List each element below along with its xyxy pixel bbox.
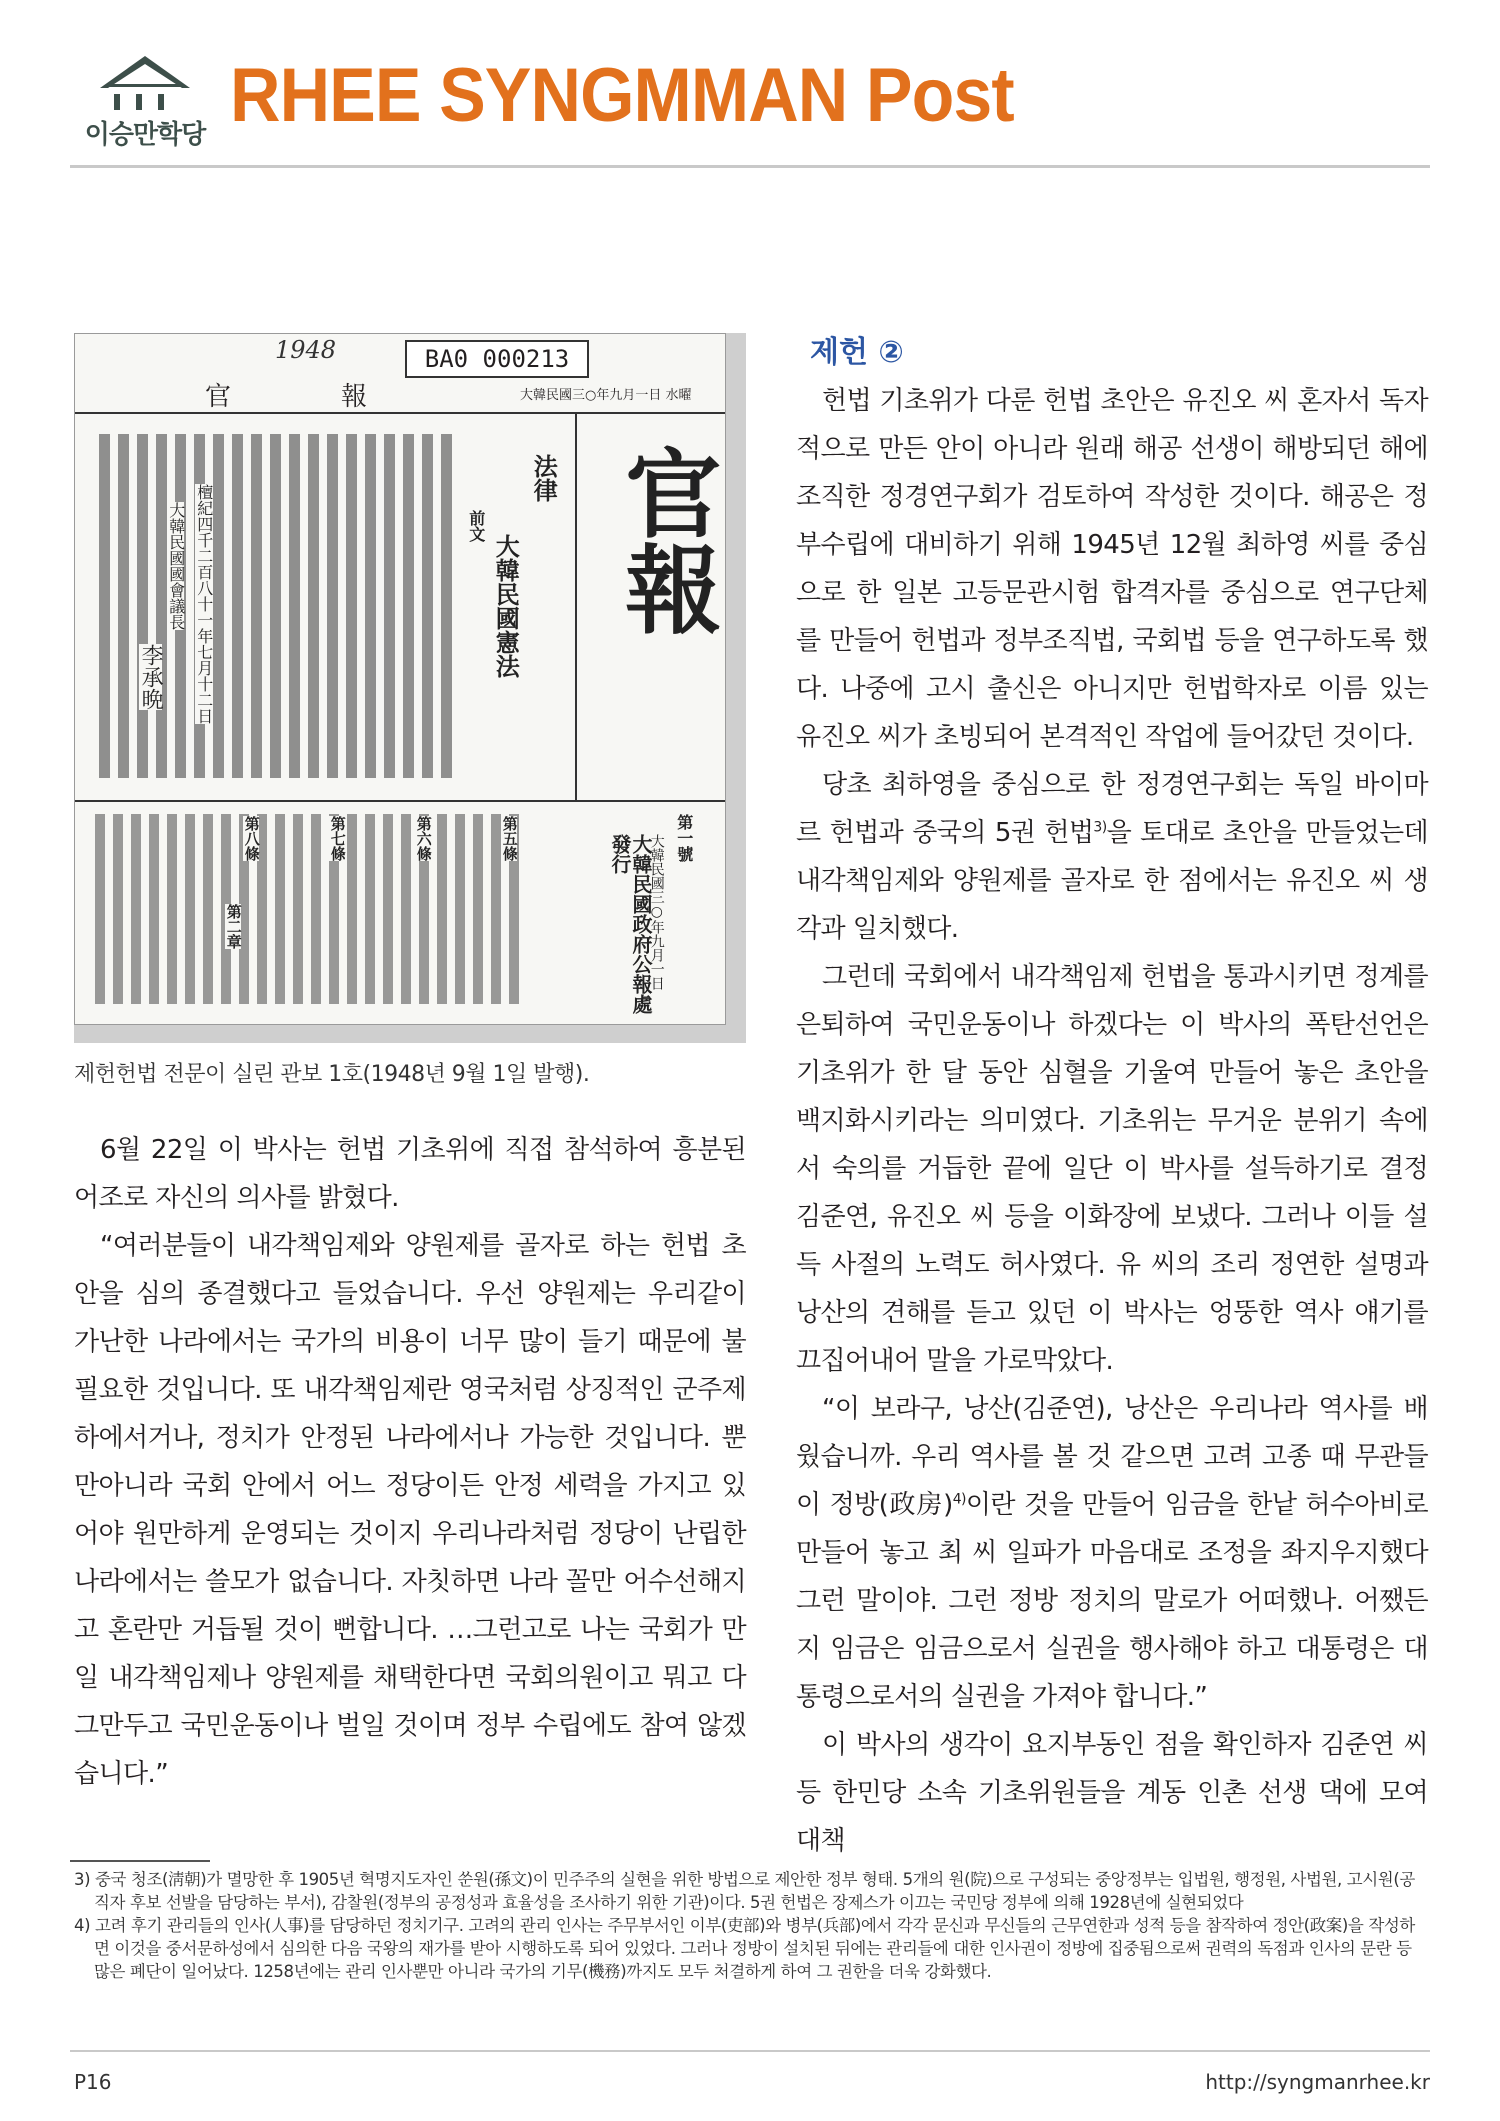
- paragraph: “이 보라구, 낭산(김준연), 낭산은 우리나라 역사를 배웠습니까. 우리 역사를 볼 것 같으면 고려 고종 때 무관들이 정방(政房)$^{4)}$이란 것을 만들어 임금을 한낱 허수아비로 만들어 놓고 최 씨 일파가 마음대로 조정을 좌지우지했다 그런 말이야. 그런 정방 정치의 말로가 어떠했나. 어쨌든지 임금은 임금으로서 실권을 행사해야 하고 대통령은 대통령으로서의 실권을 가져야 합니다.”: [796, 1394, 1428, 1712]
- publication-title: RHEE SYNGMMAN Post: [230, 53, 1014, 138]
- paragraph: 당초 최하영을 중심으로 한 정경연구회는 독일 바이마르 헌법과 중국의 5권 헌법$^{3)}$을 토대로 초안을 만들었는데 내각책임제와 양원제를 골자로 한 점에서는 유진오 씨 생각과 일치했다.: [796, 770, 1428, 944]
- paragraph: 그런데 국회에서 내각책임제 헌법을 통과시키면 정계를 은퇴하여 국민운동이나 하겠다는 이 박사의 폭탄선언은 기초위가 한 달 동안 심혈을 기울여 만들어 놓은 초안을 백지화시키라는 의미였다. 기초위는 무거운 분위기 속에서 숙의를 거듭한 끝에 일단 이 박사를 설득하기로 결정 김준연, 유진오 씨 등을 이화장에 보냈다. 그러나 이들 설득 사절의 노력도 허사였다. 유 씨의 조리 정연한 설명과 낭산의 견해를 듣고 있던 이 박사는 엉뚱한 역사 얘기를 끄집어내어 말을 가로막았다.: [796, 962, 1428, 1376]
- handwritten-note: 1948: [275, 336, 337, 364]
- header-divider: [70, 165, 1430, 168]
- footnote: 4) 고려 후기 관리들의 인사(人事)를 담당하던 정치기구. 고려의 관리 인사는 주무부서인 이부(吏部)와 병부(兵部)에서 각각 문신과 무신들의 근무연한과 성적 등을 참작하여 정안(政案)을 작성하면 이것을 중서문하성에서 심의한 다음 국왕의 재가를 받아 시행하도록 되어 있었다. 그러나 정방이 설치된 뒤에는 관리들에 대한 인사권이 정방에 집중됨으로써 권력의 독점과 인사의 문란 등 많은 폐단이 일어났다. 1258년에는 관리 인사뿐만 아니라 국가의 기무(機務)까지도 모두 처결하게 하여 그 권한을 더욱 강화했다.: [74, 1916, 1415, 1981]
- footer-divider: [70, 2050, 1430, 2052]
- paragraph: 6월 22일 이 박사는 헌법 기초위에 직접 참석하여 흥분된 어조로 자신의 의사를 밝혔다.: [74, 1135, 746, 1213]
- left-column: [74, 333, 746, 1798]
- footnote-divider: [70, 1860, 210, 1862]
- signature-date: 檀紀四千二百八十一年七月十二日: [194, 484, 214, 724]
- section-title: 제헌 ②: [810, 335, 904, 370]
- signature-title: 大韓民國國會議長: [166, 502, 186, 630]
- article-label: 第五條: [500, 816, 519, 861]
- footnote: 3) 중국 청조(淸朝)가 멸망한 후 1905년 혁명지도자인 쑨원(孫文)이 민주주의 실현을 위한 방법으로 제안한 정부 형태. 5개의 원(院)으로 구성되는 중앙정부는 입법원, 행정원, 사법원, 고시원(공직자 후보 선발을 담당하는 부서), 감찰원(정부의 공정성과 효율성을 조사하기 위한 기관)이다. 5권 헌법은 장제스가 이끄는 국민당 정부에 의해 1928년에 실현되었다: [74, 1870, 1415, 1912]
- brand-text: 이승만학당: [84, 120, 206, 150]
- article-label: 第七條: [328, 816, 347, 861]
- signature-name: 李承晩: [138, 644, 164, 710]
- law-category: 法律: [529, 454, 559, 502]
- page-header: [70, 48, 1430, 158]
- preamble-text-block: [99, 434, 459, 778]
- masthead: 官報: [609, 444, 723, 636]
- issue-date: 大韓民國三○年九月一日: [648, 834, 665, 990]
- issue-label: 第一號: [674, 814, 694, 862]
- chapter-label: 第二章: [224, 904, 243, 949]
- footnotes: [74, 1868, 1430, 1983]
- articles-text-block: [95, 814, 525, 1004]
- publisher: 大韓民國政府公報處 發行: [608, 834, 653, 1014]
- newspaper-figure: [74, 333, 746, 1043]
- newspaper-image: [74, 333, 726, 1025]
- house-logo-icon: [70, 48, 220, 114]
- footnote-ref: 4): [952, 1491, 966, 1508]
- right-column: [796, 333, 1428, 1865]
- logo: [70, 48, 220, 158]
- page-number: P16: [74, 2070, 112, 2094]
- archive-stamp: BA0 000213: [405, 340, 589, 378]
- law-title: 大韓民國憲法: [491, 534, 521, 678]
- figure-caption: 제헌헌법 전문이 실린 관보 1호(1948년 9월 1일 발행).: [74, 1062, 590, 1087]
- left-body: [74, 1126, 746, 1798]
- dateline: 大韓民國三○年九月一日 水曜: [520, 388, 692, 403]
- article-label: 第六條: [414, 816, 433, 861]
- paragraph: 헌법 기초위가 다룬 헌법 초안은 유진오 씨 혼자서 독자적으로 만든 안이 아니라 원래 해공 선생이 해방되던 해에 조직한 정경연구회가 검토하여 작성한 것이다. 해공은 정부수립에 대비하기 위해 1945년 12월 최하영 씨를 중심으로 한 일본 고등문관시험 합격자를 중심으로 연구단체를 만들어 헌법과 정부조직법, 국회법 등을 연구하도록 했다. 나중에 고시 출신은 아니지만 헌법학자로 이름 있는 유진오 씨가 초빙되어 본격적인 작업에 들어갔던 것이다.: [796, 386, 1428, 752]
- preamble-label: 前文: [466, 510, 486, 542]
- right-body: [796, 377, 1428, 1865]
- paragraph: 이 박사의 생각이 요지부동인 점을 확인하자 김준연 씨 등 한민당 소속 기초위원들을 계동 인촌 선생 댁에 모여 대책: [796, 1730, 1428, 1856]
- footnote-ref: 3): [1093, 819, 1107, 836]
- newspaper-name-top: 官 報: [205, 382, 376, 412]
- paragraph: “여러분들이 내각책임제와 양원제를 골자로 하는 헌법 초안을 심의 종결했다고 들었습니다. 우선 양원제는 우리같이 가난한 나라에서는 국가의 비용이 너무 많이 들기 때문에 불필요한 것입니다. 또 내각책임제란 영국처럼 상징적인 군주제 하에서거나, 정치가 안정된 나라에서나 가능한 것입니다. 뿐만아니라 국회 안에서 어느 정당이든 안정 세력을 가지고 있어야 원만하게 운영되는 것이지 우리나라처럼 정당이 난립한 나라에서는 쓸모가 없습니다. 자칫하면 나라 꼴만 어수선해지고 혼란만 거듭될 것이 뻔합니다. …그런고로 나는 국회가 만일 내각책임제나 양원제를 채택한다면 국회의원이고 뭐고 다 그만두고 국민운동이나 벌일 것이며 정부 수립에도 참여 않겠습니다.”: [74, 1231, 746, 1789]
- article-label: 第八條: [242, 816, 261, 861]
- site-url: http://syngmanrhee.kr: [1205, 2070, 1430, 2094]
